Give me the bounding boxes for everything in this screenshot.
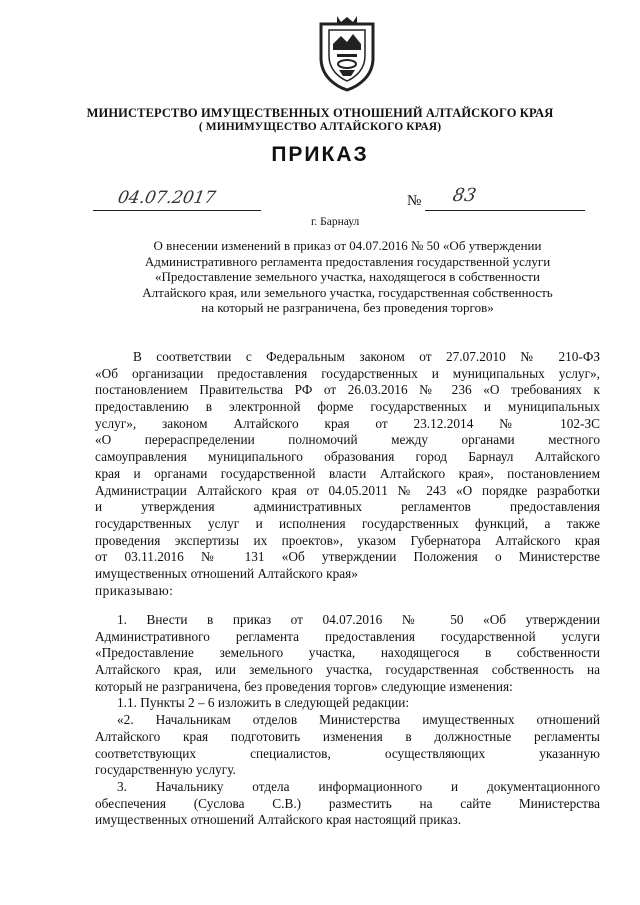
preamble-line: В соответствии с Федеральным законом от 27.07.2010 № 210-ФЗ [133,349,600,364]
preamble-line: государственных услуг и исполнения государственных функций, а также [95,515,600,531]
handwritten-date: 04.07.2017 [116,188,218,208]
quote-item-2-line: Алтайского края подготовить изменения в должностные регламенты [95,728,600,744]
preamble-line: постановлением Правительства РФ от 26.03.2016 № 236 «О требованиях к [95,382,600,398]
date-underline [93,210,261,211]
subject-line: «Предоставление земельного участка, находящегося в собственности [155,269,540,284]
item-1-line: Алтайского края, или земельного участка, государственная собственность на [95,662,600,678]
subject-line: Алтайского края, или земельного участка, государственная собственность [142,284,553,300]
number-underline [425,210,585,211]
preamble-line: и утверждения административных регламентов предоставления [95,499,600,515]
preamble-line: самоуправления муниципального образования город Барнаул Алтайского [95,449,600,465]
preamble-line: имущественных отношений Алтайского края» [95,565,358,581]
number-label: № [407,193,422,209]
item-1-line: «Предоставление земельного участка, находящегося в собственности [95,645,600,661]
preamble-line: проведения экспертизы их проектов», указом Губернатора Алтайского края [95,532,600,548]
item-1-1: 1.1. Пункты 2 – 6 изложить в следующей редакции: [117,695,410,711]
document-title: ПРИКАЗ [271,143,369,166]
ministry-name: МИНИСТЕРСТВО ИМУЩЕСТВЕННЫХ ОТНОШЕНИЙ АЛТАЙСКОГО КРАЯ [86,106,554,120]
preamble-line: предоставлению в электронной форме государственных и муниципальных [95,399,600,415]
order-subject [95,238,600,316]
item-1 [95,612,600,829]
coat-of-arms-emblem [317,14,377,92]
item-3-line: 3. Начальнику отдела информационного и документационного [117,778,600,794]
quote-item-2-line: «2. Начальникам отделов Министерства имущественных отношений [117,712,600,728]
item-3-line: имущественных отношений Алтайского края настоящий приказ. [95,812,462,828]
item-1-line: который не разграничена, без проведения торгов» следующие изменения: [95,678,513,694]
preamble-line: услуг», законом Алтайского края от 23.12.2014 № 102-ЗС [95,415,600,431]
order-word: приказываю: [95,582,174,598]
item-1-line: 1. Внести в приказ от 04.07.2016 № 50 «Об утверждении [117,612,600,627]
preamble-line: края и органами государственной власти Алтайского края», постановлением [95,465,600,481]
subject-line: О внесении изменений в приказ от 04.07.2016 № 50 «Об утверждении [153,238,542,253]
city: г. Барнаул [311,216,360,228]
preamble-line: Администрации Алтайского края от 04.05.2011 № 243 «О порядке разработки [95,482,600,498]
subject-line: Административного регламента предоставления государственной услуги [144,253,551,269]
ministry-short-name: ( МИНИМУЩЕСТВО АЛТАЙСКОГО КРАЯ) [198,121,442,133]
subject-line: на который не разграничена, без проведения торгов» [201,300,494,315]
preamble-line: «Об организации предоставления государственных и муниципальных услуг», [95,365,600,381]
preamble-line: от 03.11.2016 № 131 «Об утверждении Положения о Министерстве [95,549,600,565]
quote-item-2-line: соответствующих специалистов, осуществляющих указанную [95,745,600,761]
handwritten-number: 83 [451,185,478,206]
quote-item-2-line: государственную услугу. [95,762,236,778]
preamble [95,349,600,599]
item-1-line: Административного регламента предоставления государственной услуги [95,628,600,644]
preamble-line: «О перераспределении полномочий между органами местного [95,432,600,448]
item-3-line: обеспечения (Суслова С.В.) разместить на сайте Министерства [95,795,600,811]
